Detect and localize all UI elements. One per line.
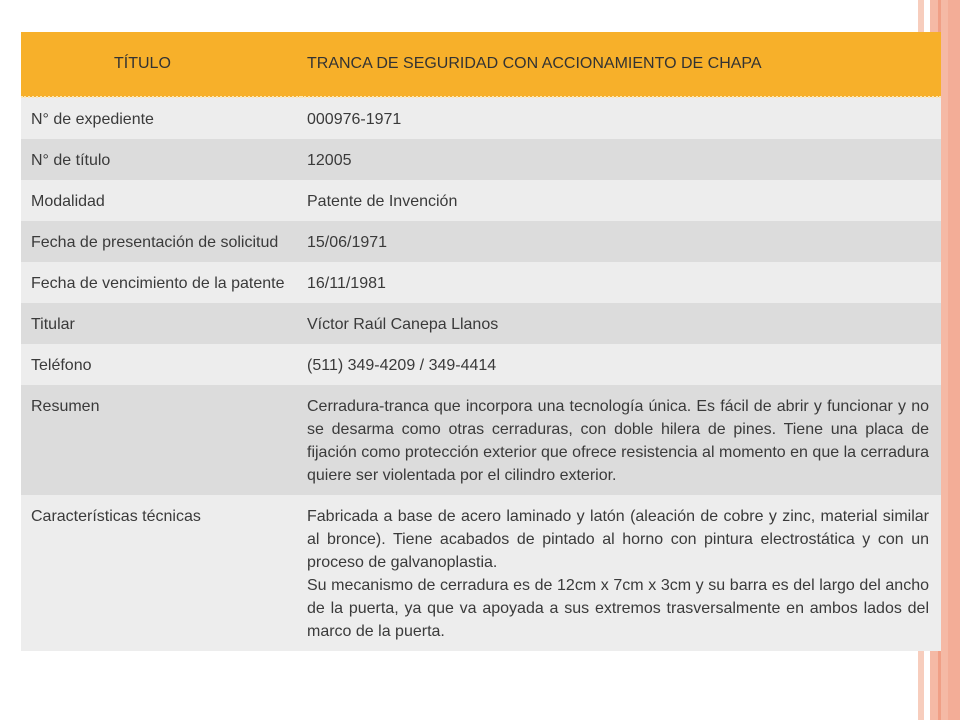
field-label: Resumen: [21, 385, 301, 495]
field-value: 12005: [301, 139, 941, 180]
field-label: Fecha de vencimiento de la patente: [21, 262, 301, 303]
field-value-paragraph: Fabricada a base de acero laminado y latón (aleación de cobre y zinc, material similar al bronce). Tiene acabados de pintado al horno con pintura electrostática y con un proceso de galvanoplastia.: [307, 508, 929, 571]
table-row: [21, 344, 941, 385]
table-row: [21, 495, 941, 651]
table-row: [21, 262, 941, 303]
field-value: 15/06/1971: [301, 221, 941, 262]
decor-stripe: [948, 0, 960, 720]
field-label: N° de expediente: [21, 97, 301, 139]
field-label: Modalidad: [21, 180, 301, 221]
field-value-paragraph: Su mecanismo de cerradura es de 12cm x 7cm x 3cm y su barra es del largo del ancho de la puerta, ya que va apoyada a sus extremos trasversalmente en ambos lados del marco de la puerta.: [307, 577, 929, 640]
field-label: Teléfono: [21, 344, 301, 385]
field-value: [301, 495, 941, 651]
table-row: [21, 97, 941, 139]
table-row: [21, 221, 941, 262]
field-label: Titular: [21, 303, 301, 344]
header-title: TRANCA DE SEGURIDAD CON ACCIONAMIENTO DE CHAPA: [301, 32, 941, 97]
field-label: Características técnicas: [21, 495, 301, 651]
table-row: [21, 180, 941, 221]
field-label: Fecha de presentación de solicitud: [21, 221, 301, 262]
field-value: 16/11/1981: [301, 262, 941, 303]
patent-info-table: [21, 32, 941, 651]
table-header: [21, 32, 941, 97]
field-value: Cerradura-tranca que incorpora una tecnología única. Es fácil de abrir y funcionar y no se desarma como otras cerraduras, con doble hilera de pines. Tiene una placa de fijación como protección exterior que ofrece resistencia al momento en que la cerradura quiere ser violentada por el cilindro exterior.: [301, 385, 941, 495]
field-label: N° de título: [21, 139, 301, 180]
header-label: TÍTULO: [21, 32, 301, 97]
table-row: [21, 139, 941, 180]
table-row: [21, 385, 941, 495]
field-value: (511) 349-4209 / 349-4414: [301, 344, 941, 385]
field-value: 000976-1971: [301, 97, 941, 139]
table-row: [21, 303, 941, 344]
field-value: Patente de Invención: [301, 180, 941, 221]
field-value: Víctor Raúl Canepa Llanos: [301, 303, 941, 344]
